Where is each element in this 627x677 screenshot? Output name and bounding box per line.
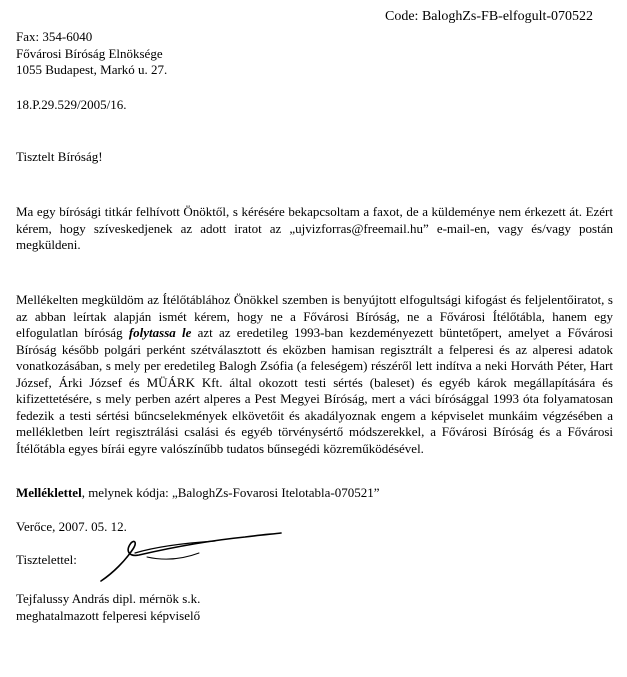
paragraph-2-part-1: Mellékelten megküldöm az Ítélőtáblához Önökkel szemben is benyújtott elfogultsági kifogást és feljelentőiratot, s az abban leírtak alapján ismét kérem, hogy ne a Fővárosi Bíróság, ne a Fővárosi Ítélőtábla, hanem egy elfogulatlan bíróság: [16, 292, 613, 340]
date-line: Verőce, 2007. 05. 12.: [16, 519, 127, 534]
recipient-fax: Fax: 354-6040: [16, 29, 93, 44]
signer-block: [16, 590, 200, 624]
enclosure-text: , melynek kódja: „BaloghZs-Fovarosi Itelotabla-070521”: [81, 485, 380, 500]
paragraph-2-emphasis: folytassa le: [128, 325, 192, 340]
enclosure-label: Melléklettel: [16, 485, 82, 500]
recipient-block: [16, 29, 167, 79]
paragraph-1: Ma egy bírósági titkár felhívott Önöktől, s kérésére bekapcsoltam a faxot, de a küldeménye nem érkezett át. Ezért kérem, hogy szíveskedjenek az adott iratot az „ujvizforras@freemail.hu” e-mail-en, vagy és/vagy postán megküldeni.: [16, 204, 613, 252]
document-code: Code: BaloghZs-FB-elfogult-070522: [385, 9, 594, 24]
paragraph-2: [16, 292, 613, 457]
handwritten-signature: [95, 527, 285, 587]
case-reference: 18.P.29.529/2005/16.: [16, 97, 127, 112]
signer-name: Tejfalussy András dipl. mérnök s.k.: [16, 591, 201, 606]
signer-role: meghatalmazott felperesi képviselő: [16, 608, 201, 623]
salutation: Tisztelt Bíróság!: [16, 149, 103, 164]
enclosure-line: [16, 485, 380, 501]
recipient-address: 1055 Budapest, Markó u. 27.: [16, 62, 168, 77]
paragraph-2-part-2: azt az eredetileg 1993-ban kezdeményezett büntetőpert, amelyet a Fővárosi Bíróság később polgári perként szétválasztott és eközben hamisan regisztrált a felperesi és az alperesi adatok vonatkozásában, s mely per eredetileg Balogh Zsófia (a feleségem) részéről lett indítva a neki Horváth Péter, Hart József, Árki József és MÜÁRK Kft. által okozott testi sértés (baleset) és egyéb károk megállapítására és kifizettetésére, s mely perben azért alperes a Pest Megyei Bíróság, mert a váci bírósággal 1993 óta folyamatosan fedezik a testi sértési bűncselekmények elkövetőit és akadályoznak engem a képviselet munkáim végzésében a mellékletben leírt regisztrálási csalási és egyéb törvénysértő módszerekkel, a Fővárosi Bíróság és a Fővárosi Ítélőtábla egyes bírái egyre valószínűbb tudatos bűnsegédi közreműködésével.: [16, 325, 613, 456]
closing-line: Tisztelettel:: [16, 552, 77, 567]
recipient-name: Fővárosi Bíróság Elnöksége: [16, 45, 163, 61]
